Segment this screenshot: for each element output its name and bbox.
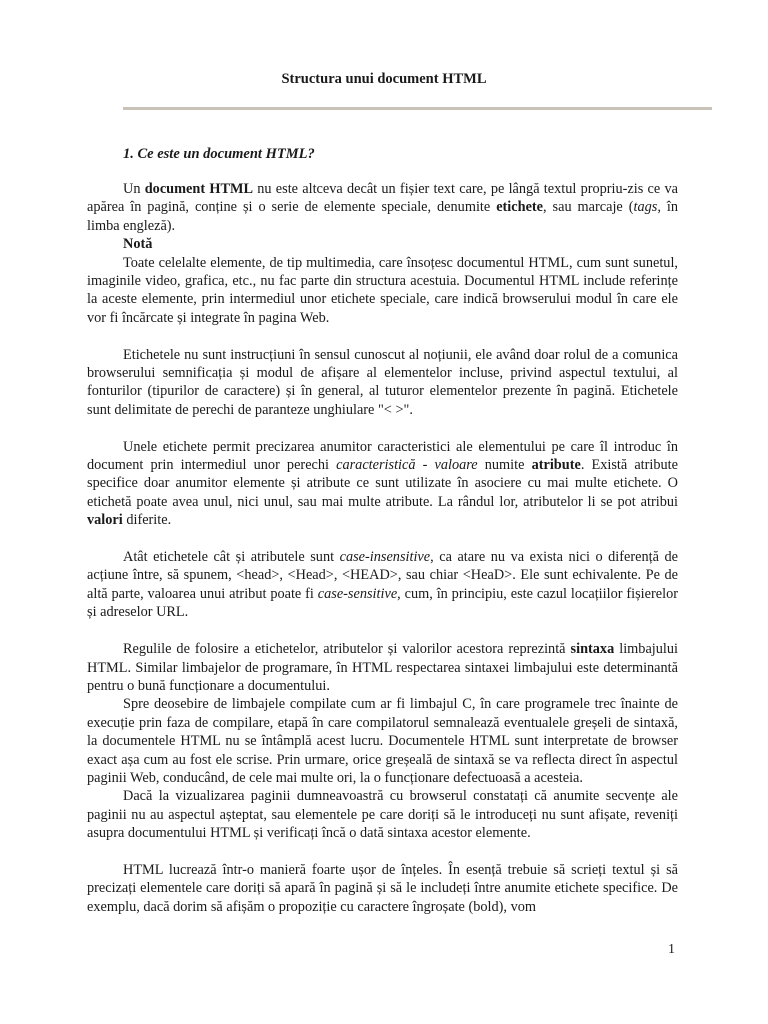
paragraph-sintaxa: Regulile de folosire a etichetelor, atributelor și valorilor acestora reprezintă sintaxa limbajului HTML. Similar limbajelor de programare, în HTML respectarea sintaxei limbajului este determinantă pentru o bună funcționare a documentului.	[87, 641, 679, 694]
paragraph-intro: Un document HTML nu este altceva decât un fișier text care, pe lângă textul propriu-zis ce va apărea în pagină, conține și o serie de elemente speciale, denumite etichete, sau marcaje (tags, în limba engleză).	[87, 181, 678, 234]
document-body	[87, 180, 678, 916]
paragraph-verificare: Dacă la vizualizarea paginii dumneavoastră cu browserul constatați că anumite secvențe ale paginii nu au aspectul așteptat, sau elementele pe care doriți să le introduceți nu sunt afișate, reveniți asupra documentului HTML și verificați încă o dată sintaxa acestor elemente.	[87, 788, 678, 842]
paragraph-html-lucreaza: HTML lucrează într-o manieră foarte ușor de înțeles. În esență trebuie să scrieți textul și să precizați elementele care doriți să apară în pagină și să le includeți între anumite etichete specifice. De exemplu, dacă dorim să afișăm o propoziție cu caractere îngroșate (bold), vom	[87, 861, 678, 915]
page-number: 1	[668, 942, 675, 957]
paragraph-compilare: Spre deosebire de limbajele compilate cum ar fi limbajul C, în care programele trec înainte de execuție prin faza de compilare, etapă în care compilatorul semnalează eventualele greșeli de sintaxă, la documentele HTML nu se întâmplă acest lucru. Documentele HTML sunt interpretate de browser exact așa cum au fost ele scrise. Prin urmare, orice greșeală de sintaxă se va reflecta direct în aspectul paginii Web, conducând, de cele mai multe ori, la o funcționare defectuoasă a acesteia.	[87, 696, 678, 786]
document-title: Structura unui document HTML	[281, 71, 487, 87]
note-title: Notă	[123, 236, 153, 253]
paragraph-case: Atât etichetele cât și atributele sunt case-insensitive, ca atare nu va exista nici o diferență de acțiune între, să spunem, <head>, <Head>, <HEAD>, sau chiar <HeaD>. Ele sunt echivalente. Pe de altă parte, valoarea unui atribut poate fi case-sensitive, cum, în principiu, este cazul locațiilor fișierelor și adreselor URL.	[87, 549, 678, 621]
section-heading: 1. Ce este un document HTML?	[123, 146, 315, 162]
paragraph-atribute: Unele etichete permit precizarea anumitor caracteristici ale elementului pe care îl introduc în document prin intermediul unor perechi caracteristică - valoare numite atribute. Există atribute specifice doar anumitor elemente și atribute ce sunt utilizate în asociere cu mai multe etichete. O etichetă poate avea unul, nici unul, sau mai multe atribute. La rândul lor, atributelor li se pot atribui valori diferite.	[87, 438, 678, 529]
title-divider	[123, 107, 712, 110]
note-text: Toate celelalte elemente, de tip multimedia, care însoțesc documentul HTML, cum sunt sunetul, imaginile video, grafica, etc., nu fac parte din structura acestuia. Documentul HTML include referințe la aceste elemente, prin intermediul unor etichete speciale, care indică browserului modul în care ele vor fi încărcate și integrate în pagina Web.	[87, 254, 678, 326]
paragraph-etichete: Etichetele nu sunt instrucțiuni în sensul cunoscut al noțiunii, ele având doar rolul de a comunica browserului semnificația și modul de afișare al elementelor incluse, privind aspectul textului, al fonturilor (tipurilor de caractere) și în general, al tuturor elementelor prezente în pagină. Etichetele sunt delimitate de perechi de paranteze unghiulare "< >".	[87, 346, 678, 418]
